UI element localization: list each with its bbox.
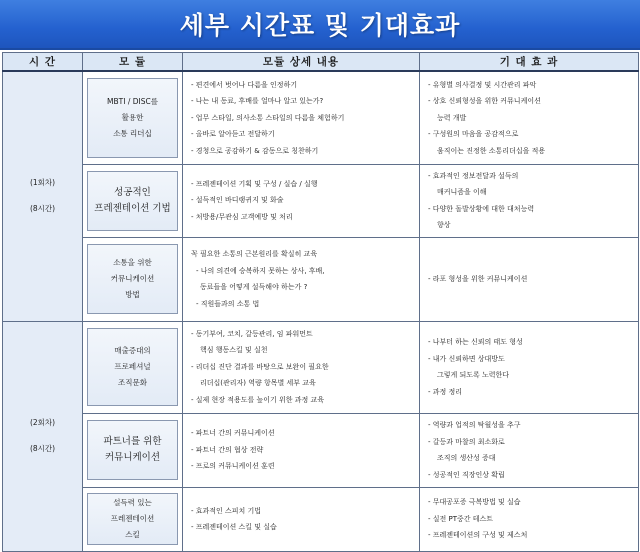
effect-line: 향상 bbox=[437, 221, 451, 229]
content-line: - 프로의 커뮤니케이션 훈련 bbox=[191, 462, 275, 471]
header-content: 모듈 상세 내용 bbox=[183, 53, 420, 72]
effect-line: - 구성원의 마음을 공감적으로 bbox=[428, 130, 519, 138]
content-line: 리더십(관리자) 역량 항목별 세부 교육 bbox=[200, 379, 316, 388]
content-line: - 나는 내 동료, 후배를 얼마나 알고 있는가? bbox=[191, 97, 324, 105]
effect-line: - 내가 신뢰하면 상대방도 bbox=[428, 354, 505, 363]
session-label: (2회차) bbox=[29, 418, 56, 427]
effect-line: - 프레젠테이션의 구성 및 제스처 bbox=[428, 531, 528, 540]
effect-line: 그렇게 되도록 노력한다 bbox=[437, 371, 510, 379]
effect-line: - 다양한 돌발상황에 대한 대처능력 bbox=[428, 204, 535, 213]
content-line: - 나의 의견에 승복하지 못하는 상사, 후배, bbox=[196, 266, 325, 275]
module-box bbox=[87, 78, 178, 158]
table-row bbox=[3, 321, 639, 413]
content-line: 꼭 필요한 소통의 근본원리를 확실히 교육 bbox=[191, 250, 318, 258]
effect-line: - 무대공포증 극복방법 및 실습 bbox=[428, 498, 521, 507]
module-label-line: 프레젠테이션 기법 bbox=[94, 202, 171, 214]
header-effect: 기 대 효 과 bbox=[420, 53, 639, 72]
effect-line: 매커니즘을 이해 bbox=[437, 188, 487, 196]
module-box bbox=[87, 244, 178, 314]
effect-line: - 실전 PT중간 테스트 bbox=[428, 514, 494, 523]
module-cell bbox=[83, 164, 183, 237]
session-hours: (8시간) bbox=[29, 444, 56, 453]
module-cell bbox=[83, 321, 183, 413]
content-line: - 처방용/무관심 고객예방 및 처리 bbox=[191, 212, 293, 221]
content-line: - 파트너 간의 협상 전략 bbox=[191, 445, 264, 454]
module-label-line: 설득력 있는 bbox=[113, 498, 152, 507]
content-line: - 직원들과의 소통 법 bbox=[196, 299, 260, 308]
module-label-line: 스킬 bbox=[125, 530, 140, 539]
effect-cell bbox=[420, 164, 639, 237]
table-row bbox=[3, 487, 639, 551]
content-line: - 파트너 간의 커뮤니케이션 bbox=[191, 429, 275, 438]
module-box bbox=[87, 328, 178, 406]
page-title: 세부 시간표 및 기대효과 bbox=[179, 11, 461, 40]
module-label-line: 프레젠테이션 bbox=[110, 514, 155, 523]
effect-line: - 과정 정리 bbox=[428, 387, 463, 396]
content-line: - 동기부여, 코치, 갈등관리, 임 파워먼트 bbox=[191, 329, 313, 338]
effect-cell bbox=[420, 487, 639, 551]
session-label: (1회차) bbox=[29, 178, 56, 188]
effect-line: - 효과적인 정보전달과 설득의 bbox=[428, 171, 519, 180]
table-row bbox=[3, 413, 639, 487]
module-cell bbox=[83, 487, 183, 551]
module-label-line: MBTI / DISC를 bbox=[107, 96, 158, 106]
effect-line: - 역량과 업적의 탁월성을 추구 bbox=[428, 421, 521, 429]
module-cell bbox=[83, 71, 183, 164]
effect-cell bbox=[420, 71, 639, 164]
content-cell bbox=[183, 237, 420, 321]
content-line: - 효과적인 스피치 기법 bbox=[191, 506, 262, 515]
title-banner bbox=[0, 0, 640, 50]
module-label-line: 커뮤니케이션 bbox=[110, 274, 155, 283]
table-row bbox=[3, 71, 639, 164]
effect-line: - 상호 신뢰형성을 위한 커뮤니케이션 bbox=[428, 97, 541, 105]
module-label-line: 소통 리더십 bbox=[113, 128, 152, 138]
module-label-line: 성공적인 bbox=[114, 186, 151, 198]
effect-line: - 갈등과 마찰의 최소화로 bbox=[428, 437, 505, 446]
module-cell bbox=[83, 413, 183, 487]
effect-line: - 나부터 하는 신뢰의 태도 형성 bbox=[428, 338, 523, 346]
module-label-line: 프로페셔널 bbox=[114, 362, 151, 371]
content-line: - 설득적인 바디랭귀지 및 화술 bbox=[191, 196, 284, 205]
content-line: - 편견에서 벗어나 다름을 인정하기 bbox=[191, 80, 298, 89]
content-cell bbox=[183, 413, 420, 487]
content-cell bbox=[183, 71, 420, 164]
header-time: 시 간 bbox=[3, 53, 83, 72]
module-box bbox=[87, 171, 178, 231]
content-line: - 프레젠테이션 기획 및 구성 / 실습 / 실행 bbox=[191, 179, 318, 188]
module-cell bbox=[83, 237, 183, 321]
session-hours: (8시간) bbox=[29, 204, 56, 214]
effect-cell bbox=[420, 321, 639, 413]
module-label-line: 커뮤니케이션 bbox=[104, 452, 161, 463]
module-label-line: 방법 bbox=[125, 290, 140, 299]
schedule-table bbox=[2, 52, 639, 552]
table-row bbox=[3, 237, 639, 321]
content-cell bbox=[183, 487, 420, 551]
effect-line: - 라포 형성을 위한 커뮤니케이션 bbox=[428, 274, 528, 283]
effect-line: - 성공적인 직장인상 확립 bbox=[428, 470, 505, 479]
module-label-line: 조직문화 bbox=[118, 378, 147, 387]
effect-line: - 유형별 의사결정 및 시간관리 파악 bbox=[428, 80, 537, 89]
table-row bbox=[3, 164, 639, 237]
header-module: 모 듈 bbox=[83, 53, 183, 72]
effect-line: 조직의 생산성 증대 bbox=[437, 454, 496, 462]
module-label-line: 파트너를 위한 bbox=[103, 436, 162, 447]
content-line: - 실제 현장 적용도를 높이기 위한 과정 교육 bbox=[191, 395, 325, 404]
session-time-1 bbox=[3, 71, 83, 321]
effect-line: 움직이는 진정한 소통리더십을 적용 bbox=[437, 146, 546, 155]
module-box bbox=[87, 420, 178, 480]
effect-cell bbox=[420, 413, 639, 487]
content-line: - 리더십 진단 결과를 바탕으로 보완이 필요한 bbox=[191, 362, 329, 371]
content-cell bbox=[183, 164, 420, 237]
content-line: - 올바로 알아듣고 전달하기 bbox=[191, 130, 275, 138]
content-line: 핵심 행동스킬 및 실천 bbox=[200, 346, 268, 355]
module-label-line: 소통을 위한 bbox=[113, 258, 152, 267]
module-label-line: 활용한 bbox=[121, 112, 144, 122]
content-line: - 프레젠테이션 스킬 및 실습 bbox=[191, 523, 277, 531]
content-cell bbox=[183, 321, 420, 413]
effect-line: 능력 개발 bbox=[437, 113, 467, 122]
content-line: - 경청으로 공감하기 & 감동으로 칭찬하기 bbox=[191, 146, 319, 155]
content-line: 동료들을 어떻게 설득해야 하는가 ? bbox=[200, 283, 308, 291]
session-time-2 bbox=[3, 321, 83, 551]
table-header-row bbox=[3, 53, 639, 72]
module-label-line: 매출증대의 bbox=[114, 346, 151, 355]
content-line: - 업무 스타일, 의사소통 스타일의 다름을 체험하기 bbox=[191, 113, 345, 122]
module-box bbox=[87, 493, 178, 545]
effect-cell bbox=[420, 237, 639, 321]
